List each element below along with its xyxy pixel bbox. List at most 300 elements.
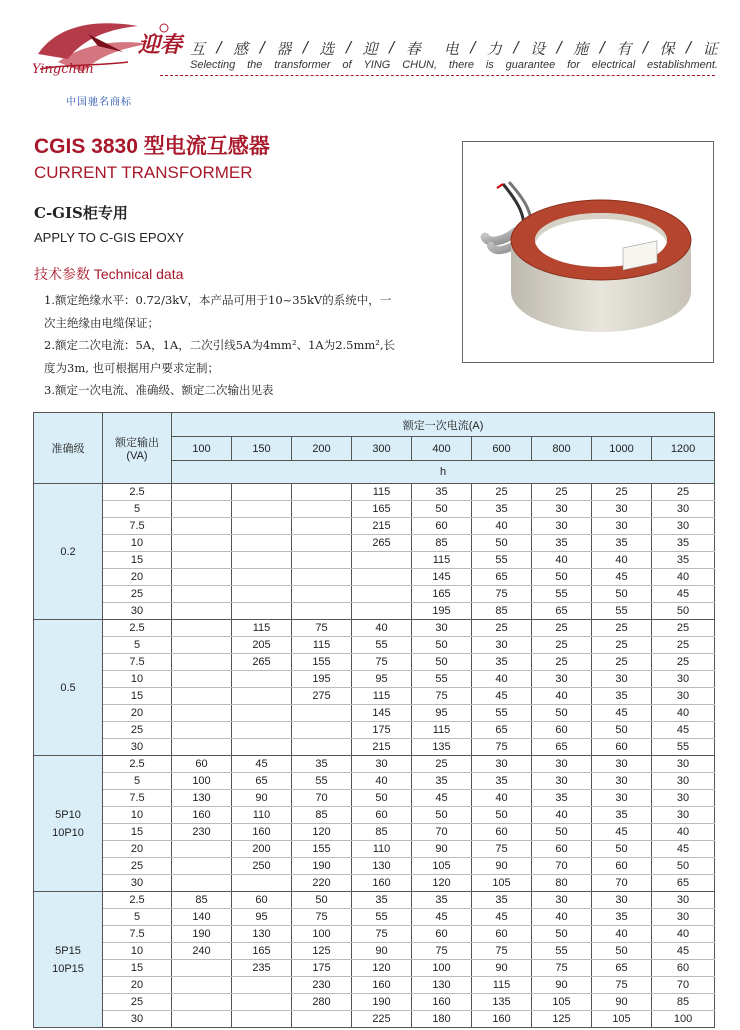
value-cell [232, 705, 292, 722]
technical-line: 1.额定绝缘水平：0.72/3kV，本产品可用于10~35kV的系统中，一 [44, 293, 392, 307]
value-cell: 165 [352, 501, 412, 518]
table-row [34, 773, 715, 790]
value-cell [292, 1011, 352, 1028]
slogan-separator: / [470, 38, 476, 56]
value-cell [172, 586, 232, 603]
value-cell [172, 620, 232, 637]
header-rated-output-line: 额定输出 [115, 437, 159, 449]
value-cell [292, 484, 352, 501]
accuracy-class-label: 10P10 [52, 826, 84, 839]
value-cell: 105 [472, 875, 532, 892]
value-cell: 145 [412, 569, 472, 586]
value-cell: 40 [532, 807, 592, 824]
value-cell: 35 [412, 484, 472, 501]
value-cell: 205 [232, 637, 292, 654]
value-cell: 110 [352, 841, 412, 858]
header-current-400: 400 [412, 437, 472, 461]
value-cell: 215 [352, 518, 412, 535]
value-cell: 90 [472, 960, 532, 977]
product-photo [462, 141, 714, 363]
value-cell [172, 994, 232, 1011]
value-cell: 25 [532, 484, 592, 501]
value-cell: 100 [412, 960, 472, 977]
rated-output-cell: 5 [103, 501, 172, 518]
value-cell: 75 [412, 688, 472, 705]
table-row [34, 909, 715, 926]
value-cell: 50 [352, 790, 412, 807]
value-cell: 50 [652, 858, 715, 875]
value-cell: 50 [652, 603, 715, 620]
value-cell: 75 [532, 960, 592, 977]
rated-output-cell: 7.5 [103, 518, 172, 535]
value-cell: 35 [592, 807, 652, 824]
slogan-word: for [567, 59, 580, 71]
value-cell: 105 [592, 1011, 652, 1028]
value-cell [172, 569, 232, 586]
value-cell: 190 [352, 994, 412, 1011]
value-cell [232, 501, 292, 518]
value-cell: 40 [592, 552, 652, 569]
value-cell [232, 722, 292, 739]
accuracy-class-cell [34, 756, 103, 892]
value-cell: 75 [472, 739, 532, 756]
value-cell: 45 [652, 722, 715, 739]
header-rated-primary-current: 额定一次电流(A) [172, 413, 715, 437]
rated-output-cell: 30 [103, 603, 172, 620]
value-cell: 130 [172, 790, 232, 807]
value-cell: 25 [472, 620, 532, 637]
value-cell: 40 [472, 671, 532, 688]
slogan-char: 互 [190, 40, 206, 58]
value-cell: 85 [352, 824, 412, 841]
slogan-separator: / [345, 38, 352, 56]
value-cell: 45 [592, 569, 652, 586]
value-cell: 30 [532, 518, 592, 535]
value-cell: 65 [472, 569, 532, 586]
value-cell: 90 [592, 994, 652, 1011]
value-cell [352, 569, 412, 586]
value-cell [352, 552, 412, 569]
value-cell: 30 [592, 501, 652, 518]
value-cell: 30 [652, 773, 715, 790]
value-cell: 160 [472, 1011, 532, 1028]
value-cell: 55 [292, 773, 352, 790]
slogan-separator: / [389, 38, 395, 56]
value-cell: 30 [532, 773, 592, 790]
table-row [34, 586, 715, 603]
value-cell: 45 [472, 909, 532, 926]
slogan-separator: / [556, 38, 562, 56]
value-cell: 130 [352, 858, 412, 875]
value-cell [232, 518, 292, 535]
value-cell: 40 [532, 909, 592, 926]
rated-output-cell: 20 [103, 705, 172, 722]
value-cell: 110 [232, 807, 292, 824]
value-cell: 75 [292, 620, 352, 637]
rated-output-cell: 30 [103, 739, 172, 756]
value-cell: 45 [412, 909, 472, 926]
table-row [34, 654, 715, 671]
value-cell [172, 977, 232, 994]
rated-output-cell: 7.5 [103, 926, 172, 943]
value-cell: 35 [412, 892, 472, 909]
value-cell: 275 [292, 688, 352, 705]
value-cell [232, 688, 292, 705]
slogan-word: there [448, 59, 474, 71]
value-cell: 30 [652, 501, 715, 518]
value-cell: 230 [172, 824, 232, 841]
value-cell: 100 [172, 773, 232, 790]
value-cell: 30 [652, 807, 715, 824]
accuracy-class-label: 5P10 [55, 808, 81, 821]
value-cell: 225 [352, 1011, 412, 1028]
value-cell: 75 [412, 943, 472, 960]
value-cell: 60 [412, 926, 472, 943]
header-current-300: 300 [352, 437, 412, 461]
value-cell: 265 [352, 535, 412, 552]
value-cell: 25 [652, 654, 715, 671]
value-cell: 60 [172, 756, 232, 773]
value-cell: 25 [592, 654, 652, 671]
value-cell: 190 [172, 926, 232, 943]
value-cell: 75 [472, 943, 532, 960]
value-cell: 50 [592, 841, 652, 858]
rated-output-cell: 10 [103, 671, 172, 688]
table-row [34, 671, 715, 688]
value-cell [352, 603, 412, 620]
rated-output-cell: 2.5 [103, 620, 172, 637]
accuracy-class-label: 0.2 [60, 545, 76, 558]
table-row [34, 858, 715, 875]
value-cell: 25 [412, 756, 472, 773]
value-cell: 50 [412, 501, 472, 518]
value-cell: 70 [652, 977, 715, 994]
header-current-200: 200 [292, 437, 352, 461]
slogan-char: 器 [276, 40, 292, 58]
value-cell: 45 [232, 756, 292, 773]
value-cell [172, 841, 232, 858]
table-row [34, 790, 715, 807]
value-cell [232, 484, 292, 501]
value-cell: 30 [652, 756, 715, 773]
value-cell: 50 [592, 722, 652, 739]
slogan-word: establishment. [647, 59, 718, 71]
value-cell [172, 603, 232, 620]
value-cell: 55 [352, 637, 412, 654]
slogan-word: is [485, 59, 494, 71]
technical-body [44, 289, 439, 402]
value-cell: 165 [412, 586, 472, 603]
value-cell: 105 [532, 994, 592, 1011]
value-cell: 45 [652, 586, 715, 603]
value-cell: 30 [652, 518, 715, 535]
value-cell: 40 [472, 790, 532, 807]
value-cell: 240 [172, 943, 232, 960]
value-cell: 70 [592, 875, 652, 892]
product-subtitle: CURRENT TRANSFORMER [34, 163, 253, 182]
value-cell: 50 [592, 586, 652, 603]
header-rated-output [103, 413, 172, 484]
slogan-char: 有 [616, 40, 632, 58]
rated-output-cell: 5 [103, 773, 172, 790]
value-cell: 45 [652, 943, 715, 960]
value-cell [172, 688, 232, 705]
table-row [34, 960, 715, 977]
value-cell: 175 [292, 960, 352, 977]
technical-line: 2.额定二次电流：5A，1A，二次引线5A为4mm²、1A为2.5mm²,长 [44, 338, 396, 352]
value-cell: 40 [652, 569, 715, 586]
value-cell: 85 [172, 892, 232, 909]
value-cell: 40 [472, 518, 532, 535]
brand-name-en: Yingchun [32, 62, 94, 77]
table-row [34, 484, 715, 501]
value-cell: 40 [592, 926, 652, 943]
value-cell: 55 [532, 586, 592, 603]
value-cell: 30 [652, 790, 715, 807]
value-cell: 50 [292, 892, 352, 909]
table-row [34, 620, 715, 637]
rated-output-cell: 7.5 [103, 790, 172, 807]
slogan-char: 电 [443, 40, 459, 58]
value-cell: 160 [232, 824, 292, 841]
value-cell: 155 [292, 654, 352, 671]
slogan-word: CHUN, [402, 59, 438, 71]
accuracy-class-cell [34, 892, 103, 1028]
value-cell: 50 [532, 569, 592, 586]
value-cell: 60 [352, 807, 412, 824]
value-cell: 70 [292, 790, 352, 807]
table-row [34, 688, 715, 705]
header-divider [160, 75, 715, 76]
table-row [34, 569, 715, 586]
value-cell [292, 722, 352, 739]
value-cell: 50 [532, 926, 592, 943]
slogan-char: 施 [573, 40, 589, 58]
value-cell [232, 603, 292, 620]
value-cell: 70 [532, 858, 592, 875]
value-cell: 85 [292, 807, 352, 824]
value-cell: 125 [532, 1011, 592, 1028]
slogan-word: the [247, 59, 263, 71]
value-cell: 30 [472, 637, 532, 654]
value-cell: 90 [352, 943, 412, 960]
value-cell: 120 [412, 875, 472, 892]
value-cell: 80 [532, 875, 592, 892]
value-cell [172, 1011, 232, 1028]
rated-output-cell: 30 [103, 875, 172, 892]
value-cell: 30 [412, 620, 472, 637]
slogan-char: 选 [319, 40, 335, 58]
technical-line: 次主绝缘由电缆保证； [44, 315, 159, 330]
table-row [34, 807, 715, 824]
value-cell: 195 [412, 603, 472, 620]
value-cell [172, 637, 232, 654]
value-cell: 140 [172, 909, 232, 926]
value-cell: 30 [592, 773, 652, 790]
table-row [34, 739, 715, 756]
value-cell: 35 [412, 773, 472, 790]
value-cell: 160 [352, 977, 412, 994]
value-cell: 195 [292, 671, 352, 688]
accuracy-class-label: 5P15 [55, 944, 81, 957]
value-cell: 30 [652, 688, 715, 705]
value-cell: 60 [652, 960, 715, 977]
brand-tagline: 中国驰名商标 [66, 97, 132, 108]
value-cell [172, 654, 232, 671]
slogan-en [190, 59, 718, 71]
value-cell: 90 [532, 977, 592, 994]
accuracy-class-cell [34, 620, 103, 756]
slogan-separator: / [259, 38, 265, 56]
value-cell: 90 [472, 858, 532, 875]
value-cell [232, 552, 292, 569]
value-cell [232, 994, 292, 1011]
rated-output-cell: 7.5 [103, 654, 172, 671]
value-cell: 215 [352, 739, 412, 756]
header-accuracy-class: 准确级 [34, 413, 103, 484]
value-cell: 175 [352, 722, 412, 739]
value-cell: 50 [472, 535, 532, 552]
value-cell [172, 535, 232, 552]
value-cell: 85 [472, 603, 532, 620]
value-cell: 120 [352, 960, 412, 977]
value-cell: 250 [232, 858, 292, 875]
table-row [34, 926, 715, 943]
value-cell: 30 [352, 756, 412, 773]
value-cell: 35 [592, 909, 652, 926]
slogan-separator: / [513, 38, 519, 56]
table-row [34, 875, 715, 892]
value-cell: 180 [412, 1011, 472, 1028]
value-cell: 35 [472, 654, 532, 671]
rated-output-cell: 25 [103, 722, 172, 739]
value-cell: 30 [532, 671, 592, 688]
rated-output-cell: 2.5 [103, 756, 172, 773]
value-cell: 95 [412, 705, 472, 722]
rated-output-cell: 5 [103, 637, 172, 654]
table-row [34, 892, 715, 909]
value-cell [172, 671, 232, 688]
slogan-cn [190, 38, 718, 59]
accuracy-class-cell [34, 484, 103, 620]
slogan-word: electrical [591, 59, 636, 71]
value-cell: 220 [292, 875, 352, 892]
value-cell: 40 [652, 824, 715, 841]
value-cell: 55 [592, 603, 652, 620]
table-row [34, 518, 715, 535]
value-cell [232, 586, 292, 603]
value-cell: 90 [232, 790, 292, 807]
slogan-separator: / [642, 38, 648, 56]
value-cell: 230 [292, 977, 352, 994]
value-cell: 30 [532, 892, 592, 909]
technical-line: 度为3m, 也可根据用户要求定制； [44, 360, 220, 375]
table-row [34, 501, 715, 518]
slogan-word: of [342, 59, 352, 71]
value-cell: 55 [412, 671, 472, 688]
value-cell: 25 [532, 654, 592, 671]
table-row [34, 841, 715, 858]
value-cell: 155 [292, 841, 352, 858]
value-cell: 30 [652, 909, 715, 926]
value-cell [172, 518, 232, 535]
value-cell: 35 [472, 892, 532, 909]
rated-output-cell: 2.5 [103, 484, 172, 501]
value-cell [232, 739, 292, 756]
value-cell: 75 [292, 909, 352, 926]
value-cell [172, 501, 232, 518]
value-cell: 35 [592, 535, 652, 552]
value-cell: 65 [532, 739, 592, 756]
value-cell: 60 [532, 841, 592, 858]
value-cell: 55 [532, 943, 592, 960]
value-cell: 60 [232, 892, 292, 909]
value-cell [232, 535, 292, 552]
value-cell: 115 [412, 552, 472, 569]
value-cell: 60 [412, 518, 472, 535]
table-row [34, 705, 715, 722]
value-cell: 55 [472, 705, 532, 722]
header-current-100: 100 [172, 437, 232, 461]
value-cell: 115 [232, 620, 292, 637]
value-cell: 35 [652, 535, 715, 552]
value-cell: 40 [652, 926, 715, 943]
rated-output-cell: 25 [103, 586, 172, 603]
value-cell: 50 [532, 705, 592, 722]
value-cell: 130 [232, 926, 292, 943]
slogan-char: 保 [659, 40, 675, 58]
rated-output-cell: 20 [103, 977, 172, 994]
slogan-separator: / [216, 38, 222, 56]
slogan-char: 春 [405, 40, 421, 58]
value-cell: 45 [592, 824, 652, 841]
value-cell: 165 [232, 943, 292, 960]
value-cell: 45 [592, 705, 652, 722]
table-row [34, 977, 715, 994]
slogan-char: 感 [233, 40, 249, 58]
value-cell: 45 [412, 790, 472, 807]
brand-name-cn: 迎春 [138, 32, 183, 58]
application-en: APPLY TO C-GIS EPOXY [34, 230, 185, 245]
value-cell: 30 [472, 756, 532, 773]
header-current-1200: 1200 [652, 437, 715, 461]
value-cell [292, 501, 352, 518]
value-cell: 60 [532, 722, 592, 739]
value-cell: 65 [592, 960, 652, 977]
value-cell: 25 [592, 620, 652, 637]
value-cell: 55 [652, 739, 715, 756]
header-current-1000: 1000 [592, 437, 652, 461]
technical-line: 3.额定一次电流、准确级、额定二次输出见表 [44, 383, 274, 397]
header-current-800: 800 [532, 437, 592, 461]
value-cell: 90 [412, 841, 472, 858]
value-cell: 60 [472, 926, 532, 943]
value-cell: 85 [412, 535, 472, 552]
value-cell: 40 [532, 552, 592, 569]
value-cell [292, 739, 352, 756]
value-cell [172, 722, 232, 739]
value-cell: 60 [592, 858, 652, 875]
value-cell: 35 [592, 688, 652, 705]
rated-output-cell: 20 [103, 841, 172, 858]
value-cell: 25 [652, 620, 715, 637]
value-cell: 95 [352, 671, 412, 688]
value-cell: 50 [592, 943, 652, 960]
value-cell: 50 [412, 637, 472, 654]
value-cell: 30 [532, 756, 592, 773]
value-cell: 100 [292, 926, 352, 943]
value-cell: 35 [652, 552, 715, 569]
